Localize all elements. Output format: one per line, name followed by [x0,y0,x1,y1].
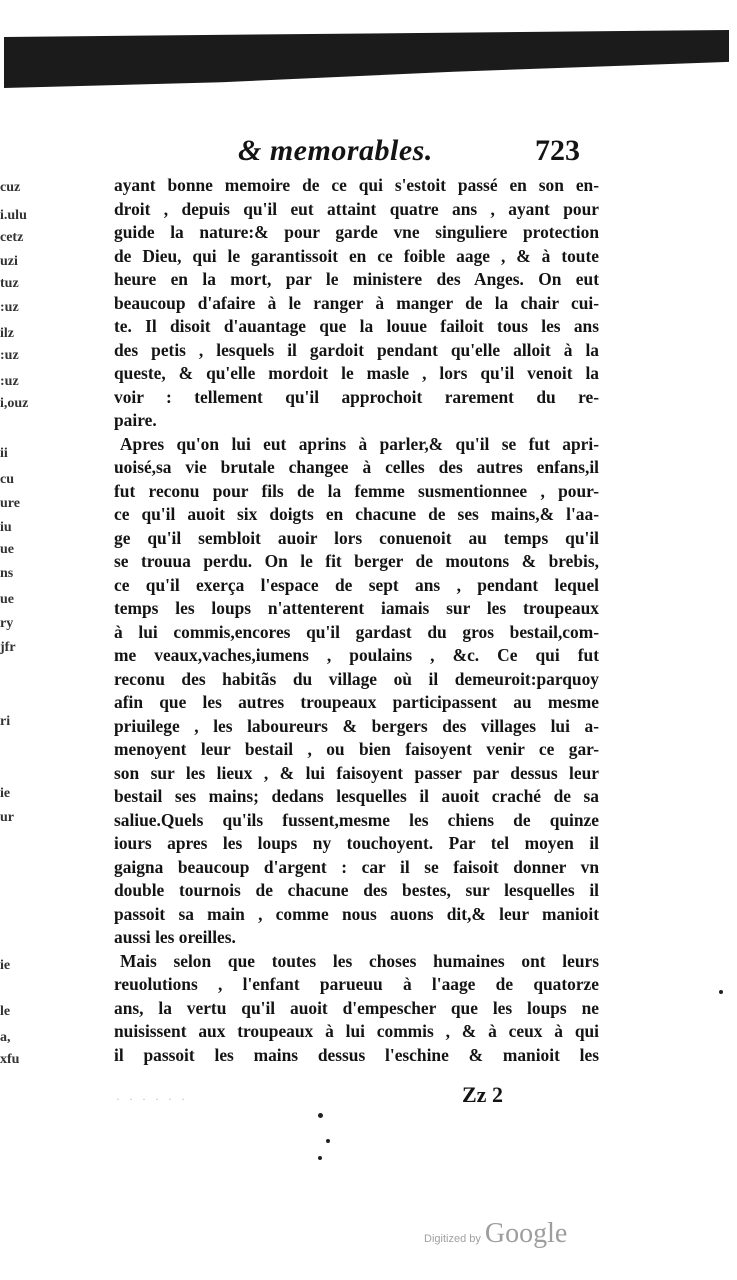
margin-mark: ii [0,446,8,461]
margin-mark: ure [0,496,20,511]
text-line: queste, & qu'elle mordoit le masle , lors qu'il venoit la [114,363,599,383]
text-line: heure en la mort, par le ministere des Anges. On eut [114,269,599,289]
signature-mark: Zz 2 [462,1082,503,1107]
margin-mark: ilz [0,326,14,341]
text-line: te. Il disoit d'auantage que la louue failoit tous les ans [114,316,599,336]
margin-mark: xfu [0,1052,20,1067]
text-line: afin que les autres troupeaux participassent au mesme [114,692,599,712]
show-through-ghost-text: · · · · · · [116,1092,188,1106]
text-line: ge qu'il sembloit auoir lors conuenoit au temps qu'il [114,527,599,548]
margin-mark: tuz [0,276,19,291]
margin-mark: :uz [0,300,19,315]
margin-mark: i.ulu [0,208,27,223]
margin-mark: ue [0,592,14,607]
margin-mark: a, [0,1030,11,1045]
text-line: saliue.Quels qu'ils fussent,mesme les chiens de quinze [114,809,599,830]
text-line: ce qu'il exerça l'espace de sept ans , pendant lequel [114,574,599,595]
text-line: droit , depuis qu'il eut attaint quatre ans , ayant pour [114,198,599,219]
text-line: me veaux,vaches,iumens , poulains , &c. Ce qui fut [114,645,599,665]
text-line: paire. [114,410,157,430]
text-line: passoit sa main , comme nous auons dit,& leur manioit [114,903,599,924]
margin-mark: :uz [0,348,19,363]
margin-mark: cu [0,472,14,487]
digitized-prefix: Digitized by [424,1233,481,1245]
text-line: reuolutions , l'enfant parueuu à l'aage de quatorze [114,974,599,994]
text-line: bestail ses mains; dedans lesquelles il auoit craché de sa [114,786,599,806]
text-line: Mais selon que toutes les choses humaines ont leurs [120,950,599,971]
text-line: il passoit les mains dessus l'eschine & manioit les [114,1044,599,1065]
text-line: guide la nature:& pour garde vne singuliere protection [114,222,599,242]
text-line: Apres qu'on lui eut aprins à parler,& qu'il se fut apri- [120,433,599,454]
scan-edge-dark-band [4,30,729,88]
text-line: des petis , lesquels il gardoit pendant qu'elle alloit à la [114,339,599,360]
margin-mark: ie [0,786,11,801]
text-line: priuilege , les laboureurs & bergers des villages lui a- [114,715,599,736]
text-line: aussi les oreilles. [114,927,236,947]
running-head: & memorables. [238,134,433,167]
margin-mark: jfr [0,640,16,655]
left-margin-bleed [0,180,40,1080]
margin-mark: uzi [0,254,18,269]
margin-mark: ns [0,566,14,581]
text-line: beaucoup d'afaire à le ranger à manger de la chair cui- [114,292,599,313]
text-line: se trouua perdu. On le fit berger de moutons & brebis, [114,551,599,571]
text-line: uoisé,sa vie brutale changee à celles des autres enfans,il [114,457,599,477]
margin-mark: i,ouz [0,396,29,411]
text-line: nuisissent aux troupeaux à lui commis , & à ceux à qui [114,1021,599,1041]
text-line: gaigna beaucoup d'argent : car il se faisoit donner vn [114,856,599,877]
google-logo-text: Google [484,1218,568,1249]
margin-mark: ie [0,958,11,973]
text-line: son sur les lieux , & lui faisoyent passer par dessus leur [114,762,599,783]
margin-mark: :uz [0,374,19,389]
margin-mark: cuz [0,180,21,195]
text-line: fut reconu pour fils de la femme susmentionnee , pour- [114,480,599,501]
text-line: ans, la vertu qu'il auoit d'empescher que les loups ne [114,997,599,1018]
text-line: de Dieu, qui le garantissoit en ce foible aage , & à toute [114,245,599,266]
page-number: 723 [535,134,580,167]
margin-mark: ue [0,542,14,557]
margin-mark: iu [0,520,12,535]
body-text [114,174,599,1067]
text-line: double tournois de chacune des bestes, sur lesquelles il [114,880,599,900]
text-line: à lui commis,encores qu'il gardast du gros bestail,com- [114,621,599,642]
margin-mark: ri [0,714,11,729]
text-line: reconu des habitãs du village où il demeuroit:parquoy [114,668,599,689]
text-line: ce qu'il auoit six doigts en chacune de ses mains,& l'aa- [114,504,599,524]
margin-mark: ur [0,810,14,825]
margin-mark: le [0,1004,11,1019]
ink-speck [318,1156,322,1160]
digitized-by-google-watermark [424,1218,567,1250]
ink-speck [719,990,723,994]
ink-speck [326,1139,330,1143]
text-line: voir : tellement qu'il approchoit rarement du re- [114,386,599,407]
ink-speck [318,1113,323,1118]
text-line: ayant bonne memoire de ce qui s'estoit passé en son en- [114,175,599,195]
text-line: menoyent leur bestail , ou bien faisoyent venir ce gar- [114,739,599,759]
text-line: temps les loups n'attenterent iamais sur les troupeaux [114,598,599,618]
text-line: iours apres les loups ny touchoyent. Par tel moyen il [114,833,599,853]
margin-mark: cetz [0,230,24,245]
margin-mark: ry [0,616,14,631]
